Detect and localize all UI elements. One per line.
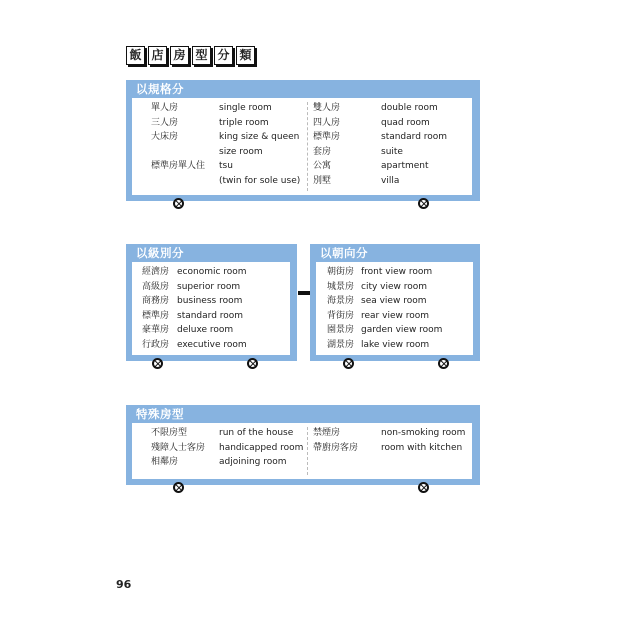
term-zh: 禁煙房 [313, 428, 341, 438]
term-en: double room [381, 103, 438, 113]
term-zh: 不限房型 [151, 428, 188, 438]
wheel-icon [173, 482, 184, 493]
list-item [142, 265, 287, 280]
list-item [327, 323, 470, 338]
title-char: 類 [236, 46, 255, 65]
term-zh: 朝街房 [327, 267, 355, 277]
card-header: 以朝向分 [320, 246, 368, 260]
term-en: suite [381, 146, 403, 157]
wheel-icon [438, 358, 449, 369]
spec-left-column [151, 101, 311, 189]
list-item [142, 294, 287, 309]
column-divider [307, 102, 308, 191]
wheel-icon [152, 358, 163, 369]
list-item [313, 101, 468, 116]
term-en: villa [381, 175, 400, 186]
term-zh: 帶廚房客房 [313, 442, 359, 453]
title-char: 房 [170, 46, 189, 65]
list-item [142, 323, 287, 338]
term-en: apartment [381, 161, 429, 172]
term-zh: 雙人房 [313, 103, 341, 113]
term-zh: 標準房 [142, 310, 170, 321]
term-en: king size & queen [219, 132, 300, 143]
special-right-column [313, 426, 468, 455]
page-number: 96 [116, 578, 132, 591]
wheel-icon [343, 358, 354, 369]
card-header: 以級別分 [136, 246, 184, 260]
term-zh: 大床房 [151, 132, 179, 143]
term-en: economic room [177, 267, 247, 277]
card-connector [298, 291, 310, 295]
list-item [313, 130, 468, 145]
list-item [151, 455, 311, 470]
term-zh: 城景房 [327, 281, 355, 292]
list-item [327, 265, 470, 280]
term-zh: 相鄰房 [151, 457, 179, 468]
card-body [132, 262, 290, 355]
term-en: handicapped room [219, 442, 304, 453]
term-zh: 三人房 [151, 117, 179, 128]
grade-column [142, 265, 287, 353]
list-item [327, 280, 470, 295]
term-zh: 標準房單人住 [151, 161, 206, 172]
term-en: front view room [361, 267, 433, 277]
term-en: executive room [177, 339, 247, 350]
card-special [126, 405, 480, 485]
title-char: 店 [148, 46, 167, 65]
term-en: sea view room [361, 296, 427, 307]
section-title [126, 46, 255, 66]
list-item [313, 174, 468, 189]
term-en: quad room [381, 117, 430, 128]
term-en: business room [177, 296, 243, 307]
list-item [313, 441, 468, 456]
term-zh: 套房 [313, 146, 332, 157]
column-divider [307, 427, 308, 475]
card-by-spec [126, 80, 480, 201]
term-en: triple room [219, 117, 269, 128]
term-en: adjoining room [219, 457, 287, 468]
spec-right-column [313, 101, 468, 189]
list-item [327, 309, 470, 324]
list-item [142, 280, 287, 295]
term-en: lake view room [361, 339, 430, 350]
term-zh: 高級房 [142, 281, 170, 292]
term-zh: 標準房 [313, 132, 341, 143]
term-en: garden view room [361, 325, 443, 336]
list-item [151, 116, 311, 131]
wheel-icon [418, 198, 429, 209]
list-item [151, 145, 311, 160]
list-item [151, 101, 311, 116]
list-item [151, 426, 311, 441]
term-zh: 背街房 [327, 310, 355, 321]
term-en: standard room [177, 310, 244, 321]
list-item [151, 130, 311, 145]
term-en: (twin for sole use) [219, 175, 301, 186]
term-en: run of the house [219, 428, 294, 438]
term-zh: 豪華房 [142, 325, 170, 336]
title-char: 分 [214, 46, 233, 65]
term-en: room with kitchen [381, 442, 463, 453]
title-char: 型 [192, 46, 211, 65]
card-by-grade [126, 244, 297, 361]
card-body [132, 423, 472, 479]
list-item [151, 174, 311, 189]
term-en: standard room [381, 132, 448, 143]
wheel-icon [247, 358, 258, 369]
term-zh: 四人房 [313, 117, 341, 128]
term-zh: 商務房 [142, 296, 170, 307]
list-item [313, 116, 468, 131]
term-zh: 行政房 [142, 339, 170, 350]
card-body [316, 262, 473, 355]
list-item [313, 159, 468, 174]
list-item [151, 159, 311, 174]
term-zh: 別墅 [313, 175, 332, 186]
list-item [327, 294, 470, 309]
wheel-icon [418, 482, 429, 493]
term-en: size room [219, 146, 263, 157]
term-en: superior room [177, 281, 241, 292]
list-item [327, 338, 470, 353]
view-column [327, 265, 470, 353]
term-en: city view room [361, 281, 428, 292]
list-item [151, 441, 311, 456]
term-zh: 園景房 [327, 325, 355, 336]
title-char: 飯 [126, 46, 145, 65]
special-left-column [151, 426, 311, 470]
term-en: tsu [219, 161, 233, 172]
term-en: rear view room [361, 310, 429, 321]
term-en: non-smoking room [381, 428, 466, 438]
card-by-view [310, 244, 480, 361]
term-zh: 湖景房 [327, 339, 355, 350]
term-zh: 經濟房 [142, 267, 170, 277]
list-item [142, 309, 287, 324]
list-item [313, 145, 468, 160]
term-zh: 公寓 [313, 161, 332, 172]
card-header: 特殊房型 [136, 407, 184, 421]
wheel-icon [173, 198, 184, 209]
term-zh: 海景房 [327, 296, 355, 307]
term-en: single room [219, 103, 272, 113]
term-en: deluxe room [177, 325, 234, 336]
term-zh: 單人房 [151, 103, 179, 113]
list-item [142, 338, 287, 353]
list-item [313, 426, 468, 441]
card-header: 以規格分 [136, 82, 184, 96]
card-body [132, 98, 472, 195]
term-zh: 殘障人士客房 [151, 442, 206, 453]
